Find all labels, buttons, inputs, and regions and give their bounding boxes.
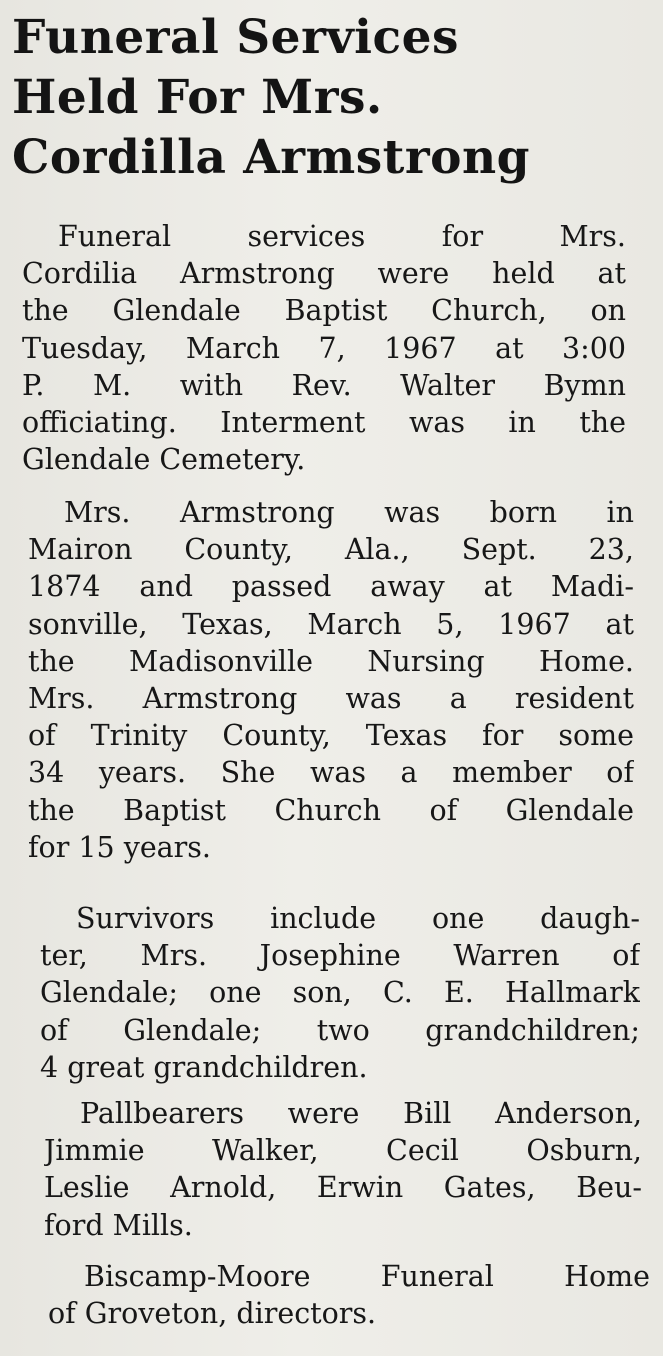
text-line: for 15 years. [28, 830, 211, 864]
text-line: P. M. with Rev. Walter Bymn [22, 368, 626, 402]
text-line: officiating. Interment was in the [22, 405, 626, 439]
paragraph-funeral-home [48, 1258, 650, 1332]
text-line: Survivors include one daugh- [76, 902, 640, 935]
text-line: of Glendale; two grandchildren; [40, 1013, 640, 1047]
text-line: ford Mills. [44, 1208, 193, 1242]
text-line: Glendale Cemetery. [22, 443, 306, 477]
text-line: Mrs. Armstrong was born in [64, 496, 634, 529]
paragraph-biography [28, 494, 634, 866]
headline [12, 8, 632, 188]
text-line: 1874 and passed away at Madi- [28, 570, 634, 604]
text-line: Mairon County, Ala., Sept. 23, [28, 533, 634, 567]
text-line: Cordilia Armstrong were held at [22, 257, 626, 291]
headline-line: Cordilla Armstrong [12, 130, 531, 185]
text-line: ter, Mrs. Josephine Warren of [40, 939, 640, 973]
text-line: Tuesday, March 7, 1967 at 3:00 [22, 331, 626, 365]
text-line: Funeral services for Mrs. [58, 220, 626, 253]
headline-line: Funeral Services [12, 10, 459, 65]
text-line: 4 great grandchildren. [40, 1050, 368, 1084]
paragraph-survivors [40, 900, 640, 1086]
text-line: the Baptist Church of Glendale [28, 793, 634, 827]
text-line: Mrs. Armstrong was a resident [28, 681, 634, 715]
text-line: Leslie Arnold, Erwin Gates, Beu- [44, 1171, 642, 1205]
text-line: Biscamp-Moore Funeral Home [84, 1260, 650, 1293]
paragraph-pallbearers [44, 1095, 642, 1244]
headline-line: Held For Mrs. [12, 70, 383, 125]
text-line: Glendale; one son, C. E. Hallmark [40, 976, 640, 1010]
text-line: the Madisonville Nursing Home. [28, 644, 634, 678]
text-line: of Groveton, directors. [48, 1297, 377, 1331]
text-line: the Glendale Baptist Church, on [22, 294, 626, 328]
text-line: Jimmie Walker, Cecil Osburn, [44, 1134, 642, 1168]
text-line: 34 years. She was a member of [28, 756, 634, 790]
text-line: sonville, Texas, March 5, 1967 at [28, 607, 634, 641]
paragraph-funeral-services [22, 218, 626, 478]
text-line: Pallbearers were Bill Anderson, [80, 1097, 642, 1130]
text-line: of Trinity County, Texas for some [28, 719, 634, 753]
